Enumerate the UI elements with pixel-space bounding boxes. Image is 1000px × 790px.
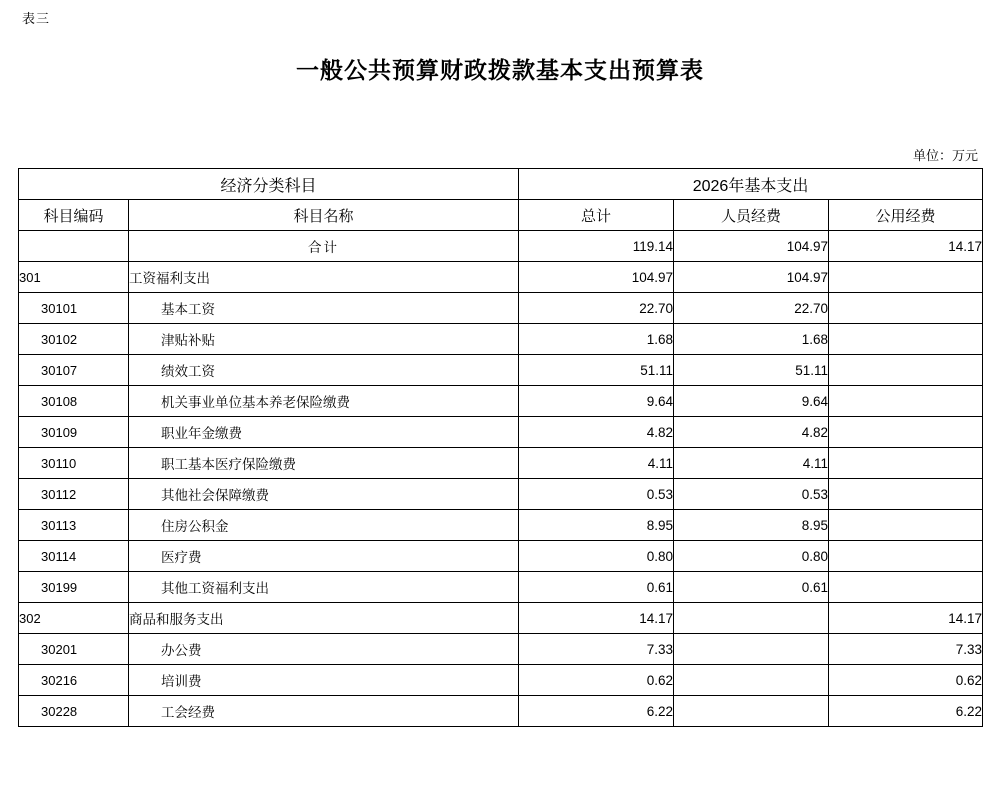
cell-personnel: 0.80: [674, 541, 829, 572]
cell-subject-code: 30101: [19, 293, 129, 324]
table-body: [19, 231, 983, 727]
cell-subject-name: 其他社会保障缴费: [129, 479, 519, 510]
cell-subject-code: 30109: [19, 417, 129, 448]
cell-subject-code: 30199: [19, 572, 129, 603]
cell-public: 14.17: [829, 231, 983, 262]
cell-personnel: [674, 603, 829, 634]
table-header-group-row: [19, 169, 983, 200]
cell-subject-code: 30228: [19, 696, 129, 727]
cell-public: 14.17: [829, 603, 983, 634]
cell-total: 0.62: [519, 665, 674, 696]
cell-personnel: 51.11: [674, 355, 829, 386]
table-row: [19, 417, 983, 448]
cell-subject-name: 津贴补贴: [129, 324, 519, 355]
cell-total: 0.80: [519, 541, 674, 572]
column-header-code: 科目编码: [19, 200, 129, 231]
cell-subject-code: 30110: [19, 448, 129, 479]
cell-public: [829, 262, 983, 293]
cell-personnel: 8.95: [674, 510, 829, 541]
table-row: [19, 696, 983, 727]
cell-total: 4.82: [519, 417, 674, 448]
table-row: [19, 572, 983, 603]
budget-table: [18, 168, 983, 727]
table-number-label: 表三: [22, 11, 51, 26]
column-header-total: 总计: [519, 200, 674, 231]
cell-subject-name: 工会经费: [129, 696, 519, 727]
cell-public: [829, 510, 983, 541]
cell-public: 7.33: [829, 634, 983, 665]
cell-public: [829, 479, 983, 510]
cell-subject-code: 30216: [19, 665, 129, 696]
table-row: [19, 665, 983, 696]
cell-subject-name: 办公费: [129, 634, 519, 665]
table-row: [19, 603, 983, 634]
table-row: [19, 324, 983, 355]
cell-subject-code: 30201: [19, 634, 129, 665]
cell-subject-code: 30107: [19, 355, 129, 386]
cell-total: 7.33: [519, 634, 674, 665]
column-header-public: 公用经费: [829, 200, 983, 231]
cell-total: 104.97: [519, 262, 674, 293]
cell-personnel: [674, 696, 829, 727]
cell-subject-name: 商品和服务支出: [129, 603, 519, 634]
cell-subject-name: 合计: [129, 231, 519, 262]
table-row: [19, 634, 983, 665]
cell-subject-name: 基本工资: [129, 293, 519, 324]
page-title: 一般公共预算财政拨款基本支出预算表: [296, 57, 704, 83]
cell-personnel: 1.68: [674, 324, 829, 355]
cell-public: [829, 541, 983, 572]
cell-public: [829, 324, 983, 355]
cell-public: 6.22: [829, 696, 983, 727]
cell-total: 6.22: [519, 696, 674, 727]
table-row: [19, 231, 983, 262]
cell-public: [829, 572, 983, 603]
cell-total: 14.17: [519, 603, 674, 634]
cell-subject-name: 绩效工资: [129, 355, 519, 386]
cell-public: [829, 386, 983, 417]
cell-subject-code: 30102: [19, 324, 129, 355]
cell-subject-name: 工资福利支出: [129, 262, 519, 293]
cell-subject-name: 培训费: [129, 665, 519, 696]
cell-personnel: 9.64: [674, 386, 829, 417]
cell-total: 0.53: [519, 479, 674, 510]
cell-subject-name: 机关事业单位基本养老保险缴费: [129, 386, 519, 417]
cell-subject-name: 其他工资福利支出: [129, 572, 519, 603]
cell-personnel: 22.70: [674, 293, 829, 324]
cell-total: 22.70: [519, 293, 674, 324]
table-row: [19, 541, 983, 572]
cell-public: [829, 448, 983, 479]
cell-public: [829, 355, 983, 386]
cell-personnel: [674, 665, 829, 696]
table-header: [19, 169, 983, 231]
header-economic-classification: 经济分类科目: [19, 169, 519, 200]
table-row: [19, 293, 983, 324]
cell-personnel: [674, 634, 829, 665]
table-header-column-row: [19, 200, 983, 231]
cell-personnel: 0.61: [674, 572, 829, 603]
cell-subject-name: 医疗费: [129, 541, 519, 572]
cell-subject-code: 30113: [19, 510, 129, 541]
cell-public: 0.62: [829, 665, 983, 696]
cell-subject-code: 30108: [19, 386, 129, 417]
cell-personnel: 0.53: [674, 479, 829, 510]
cell-personnel: 4.82: [674, 417, 829, 448]
cell-subject-name: 住房公积金: [129, 510, 519, 541]
unit-note: 单位：万元: [912, 148, 978, 163]
cell-subject-code: 30112: [19, 479, 129, 510]
cell-total: 119.14: [519, 231, 674, 262]
cell-subject-code: 302: [19, 603, 129, 634]
cell-total: 0.61: [519, 572, 674, 603]
cell-subject-code: 30114: [19, 541, 129, 572]
table-row: [19, 386, 983, 417]
table-row: [19, 448, 983, 479]
cell-subject-code: [19, 231, 129, 262]
cell-total: 1.68: [519, 324, 674, 355]
header-basic-expenditure-2026: 2026年基本支出: [519, 169, 983, 200]
cell-public: [829, 293, 983, 324]
cell-personnel: 4.11: [674, 448, 829, 479]
cell-personnel: 104.97: [674, 262, 829, 293]
cell-subject-code: 301: [19, 262, 129, 293]
table-row: [19, 262, 983, 293]
cell-total: 9.64: [519, 386, 674, 417]
table-row: [19, 510, 983, 541]
cell-subject-name: 职工基本医疗保险缴费: [129, 448, 519, 479]
table-row: [19, 355, 983, 386]
column-header-personnel: 人员经费: [674, 200, 829, 231]
cell-total: 4.11: [519, 448, 674, 479]
cell-total: 51.11: [519, 355, 674, 386]
cell-public: [829, 417, 983, 448]
cell-subject-name: 职业年金缴费: [129, 417, 519, 448]
column-header-name: 科目名称: [129, 200, 519, 231]
cell-total: 8.95: [519, 510, 674, 541]
cell-personnel: 104.97: [674, 231, 829, 262]
table-row: [19, 479, 983, 510]
